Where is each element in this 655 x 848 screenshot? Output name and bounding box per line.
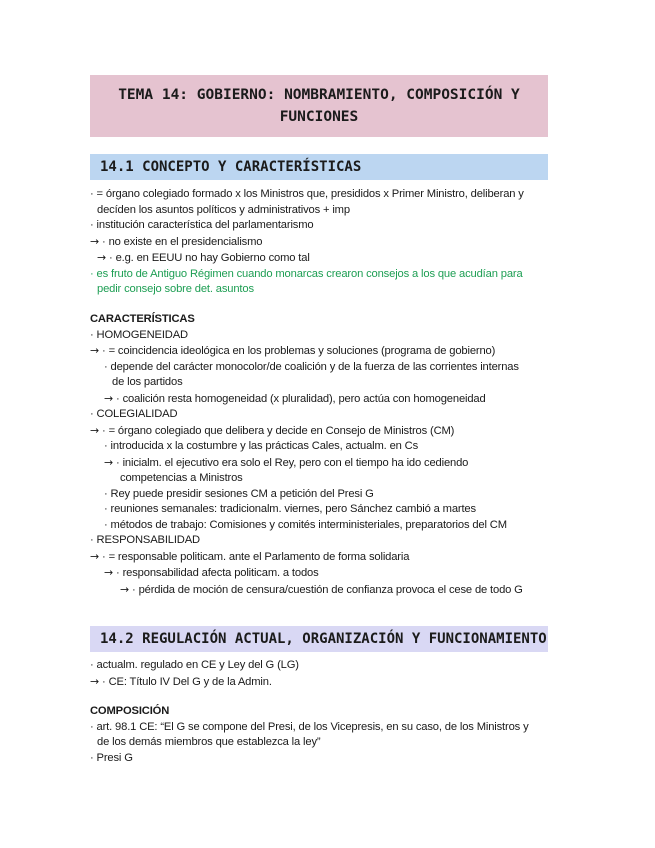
title-line-1: TEMA 14: GOBIERNO: NOMBRAMIENTO, COMPOSICIÓN Y bbox=[118, 87, 520, 103]
list-item: · institución característica del parlamentarismo bbox=[90, 219, 314, 231]
list-item: · art. 98.1 CE: “El G se compone del Presi, de los Vicepresis, en su caso, de los Ministros y bbox=[90, 720, 529, 733]
list-item: · reuniones semanales: tradicionalm. viernes, pero Sánchez cambió a martes bbox=[104, 503, 476, 515]
list-item: → · no existe en el presidencialismo bbox=[90, 234, 263, 248]
list-item: → · responsabilidad afecta politicam. a todos bbox=[104, 566, 319, 579]
section-heading-regulacion: 14.2 REGULACIÓN ACTUAL, ORGANIZACIÓN Y FUNCIONAMIENTO bbox=[90, 626, 548, 652]
subheading-caracteristicas: CARACTERÍSTICAS bbox=[90, 313, 195, 325]
list-item: → · = responsable politicam. ante el Parlamento de forma solidaria bbox=[90, 549, 410, 563]
concepto-block bbox=[90, 187, 570, 298]
list-item: · introducida x la costumbre y las prácticas Cales, actualm. en Cs bbox=[104, 440, 419, 452]
regulacion-block bbox=[90, 658, 570, 690]
list-item: · actualm. regulado en CE y Ley del G (LG) bbox=[90, 659, 299, 671]
caracteristicas-block bbox=[90, 312, 570, 598]
list-item: → · = órgano colegiado que delibera y decide en Consejo de Ministros (CM) bbox=[90, 423, 455, 437]
list-item-highlight: · es fruto de Antiguo Régimen cuando monarcas crearon consejos a los que acudían para bbox=[90, 267, 523, 280]
list-item: · HOMOGENEIDAD bbox=[90, 328, 188, 341]
title-line-2: FUNCIONES bbox=[279, 109, 359, 125]
arrow-right-icon: → bbox=[90, 423, 100, 437]
list-item: → · = coincidencia ideológica en los problemas y soluciones (programa de gobierno) bbox=[90, 344, 496, 357]
list-item: decíden los asuntos políticos y administrativos + imp bbox=[97, 203, 350, 216]
list-item-highlight: pedir consejo sobre det. asuntos bbox=[97, 283, 254, 295]
arrow-right-icon: → bbox=[90, 549, 100, 563]
arrow-right-icon: → bbox=[104, 391, 114, 405]
list-item: de los partidos bbox=[112, 376, 183, 388]
list-item: · COLEGIALIDAD bbox=[90, 408, 178, 420]
list-item: → · coalición resta homogeneidad (x pluralidad), pero actúa con homogeneidad bbox=[104, 391, 486, 405]
arrow-right-icon: → bbox=[90, 234, 100, 248]
section-heading-concepto: 14.1 CONCEPTO Y CARACTERÍSTICAS bbox=[90, 154, 548, 180]
composicion-block bbox=[90, 704, 570, 766]
list-item: · RESPONSABILIDAD bbox=[90, 534, 200, 546]
arrow-right-icon: → bbox=[97, 251, 107, 264]
subheading-composicion: COMPOSICIÓN bbox=[90, 705, 170, 717]
list-item: de los demás miembros que establezca la ley” bbox=[97, 736, 321, 748]
list-item: → · inicialm. el ejecutivo era solo el Rey, pero con el tiempo ha ido cediendo bbox=[104, 455, 469, 469]
arrow-right-icon: → bbox=[120, 582, 130, 596]
arrow-right-icon: → bbox=[104, 566, 114, 579]
list-item: · = órgano colegiado formado x los Ministros que, presididos x Primer Ministro, deliberan y bbox=[90, 188, 524, 200]
document-title bbox=[90, 75, 548, 137]
list-item: · depende del carácter monocolor/de coalición y de la fuerza de las corrientes internas bbox=[104, 360, 519, 373]
list-item: competencias a Ministros bbox=[120, 472, 243, 484]
list-item: → · pérdida de moción de censura/cuestión de confianza provoca el cese de todo G bbox=[120, 582, 523, 596]
list-item: · métodos de trabajo: Comisiones y comités interministeriales, preparatorios del CM bbox=[104, 518, 507, 531]
arrow-right-icon: → bbox=[90, 344, 100, 357]
list-item: · Rey puede presidir sesiones CM a petición del Presi G bbox=[104, 487, 374, 500]
list-item: · Presi G bbox=[90, 751, 133, 764]
list-item: → · CE: Título IV Del G y de la Admin. bbox=[90, 674, 272, 688]
arrow-right-icon: → bbox=[104, 455, 114, 469]
arrow-right-icon: → bbox=[90, 674, 100, 688]
list-item: → · e.g. en EEUU no hay Gobierno como tal bbox=[97, 251, 310, 264]
